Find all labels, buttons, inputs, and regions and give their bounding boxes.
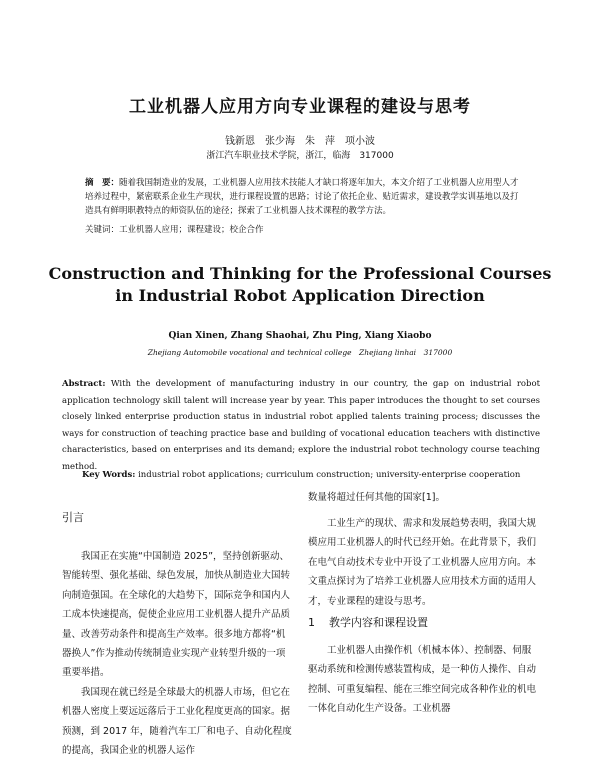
chinese-keywords (85, 223, 525, 235)
left-paragraph-2: 我国现在就已经是全球最大的机器人市场，但它在机器人密度上要远远落后于工业化程度更高的国家。据预测，到 2017 年，随着汽车工厂和电子、自动化程度的提高，我国企业的机器人运作 (62, 686, 292, 757)
chinese-authors: 钱新恩 张少海 朱 萍 项小波 (225, 136, 375, 147)
chinese-abstract-text: 随着我国制造业的发展，工业机器人应用技术技能人才缺口将逐年加大，本文介绍了工业机器人应用型人才培养过程中，紧密联系企业生产现状，进行课程设置的思路；讨论了依托企业、贴近需求，建设教学实训基地以及打造具有鲜明职教特点的师资队伍的途径；探索了工业机器人技术课程的教学方法。 (85, 178, 519, 216)
right-paragraph-1: 工业生产的现状、需求和发展趋势表明，我国大规模应用工业机器人的时代已经开始。在此背景下，我们在电气自动技术专业中开设了工业机器人应用方向。本文重点探讨为了培养工业机器人应用技术方面的适用人才，专业课程的建设与思考。 (308, 518, 537, 607)
english-abstract (62, 376, 540, 476)
chinese-abstract (85, 176, 525, 218)
english-abstract-text: With the development of manufacturing industry in our country, the gap on industrial robot application technology skill talent will increase year by year. This paper introduces the thought to set courses closely linked enterprise production status in industrial robot applied talents training process; discusses the ways for construction of teaching practice base and building of vocational education teachers with distinctive characteristics, based on enterprises and its demand; explore the industrial robot technology course teaching method. (62, 379, 540, 472)
right-paragraph-2: 工业机器人由操作机（机械本体）、控制器、伺服驱动系统和检测传感装置构成，是一种仿人操作、自动控制、可重复编程、能在三维空间完成各种作业的机电一体化自动化生产设备。工业机器 (308, 645, 537, 715)
chinese-keywords-label: 关键词： (85, 225, 120, 235)
chinese-affiliation: 浙江汽车职业技术学院，浙江，临海 317000 (206, 151, 394, 161)
left-paragraph-1: 我国正在实施“中国制造 2025”，坚持创新驱动、智能转型、强化基础、绿色发展，加快从制造业大国转向制造强国。在全球化的大趋势下，国际竞争和国内人工成本快速提高，促使企业应用工业机器人提升产品质量、改善劳动条件和提高生产效率。很多地方都将“机器换人”作为推动传统制造业实现产业转型升级的一项重要举措。 (62, 551, 291, 679)
section-1-heading (308, 614, 428, 630)
english-affiliation: Zhejiang Automobile vocational and technical college Zhejiang linhai 317000 (147, 348, 453, 357)
english-abstract-label: Abstract: (62, 379, 106, 389)
chinese-keywords-text: 工业机器人应用；课程建设；校企合作 (119, 225, 264, 235)
english-authors: Qian Xinen, Zhang Shaohai, Zhu Ping, Xiang Xiaobo (168, 331, 432, 341)
introduction-heading: 引言 (62, 511, 84, 524)
left-column (62, 547, 294, 760)
chinese-abstract-label: 摘 要： (85, 178, 120, 188)
section-1-title: 教学内容和课程设置 (329, 616, 428, 629)
chinese-title: 工业机器人应用方向专业课程的建设与思考 (129, 97, 471, 117)
english-keywords-text: industrial robot applications; curriculum construction; university-enterprise cooperation (138, 470, 521, 480)
english-keywords (82, 470, 542, 480)
english-keywords-label: Key Words: (82, 470, 136, 480)
right-continuation: 数量将超过任何其他的国家[1]。 (308, 492, 445, 503)
english-title: Construction and Thinking for the Professional Courses in Industrial Robot Application Direction (48, 264, 552, 305)
section-1-number: 1 (308, 616, 315, 629)
